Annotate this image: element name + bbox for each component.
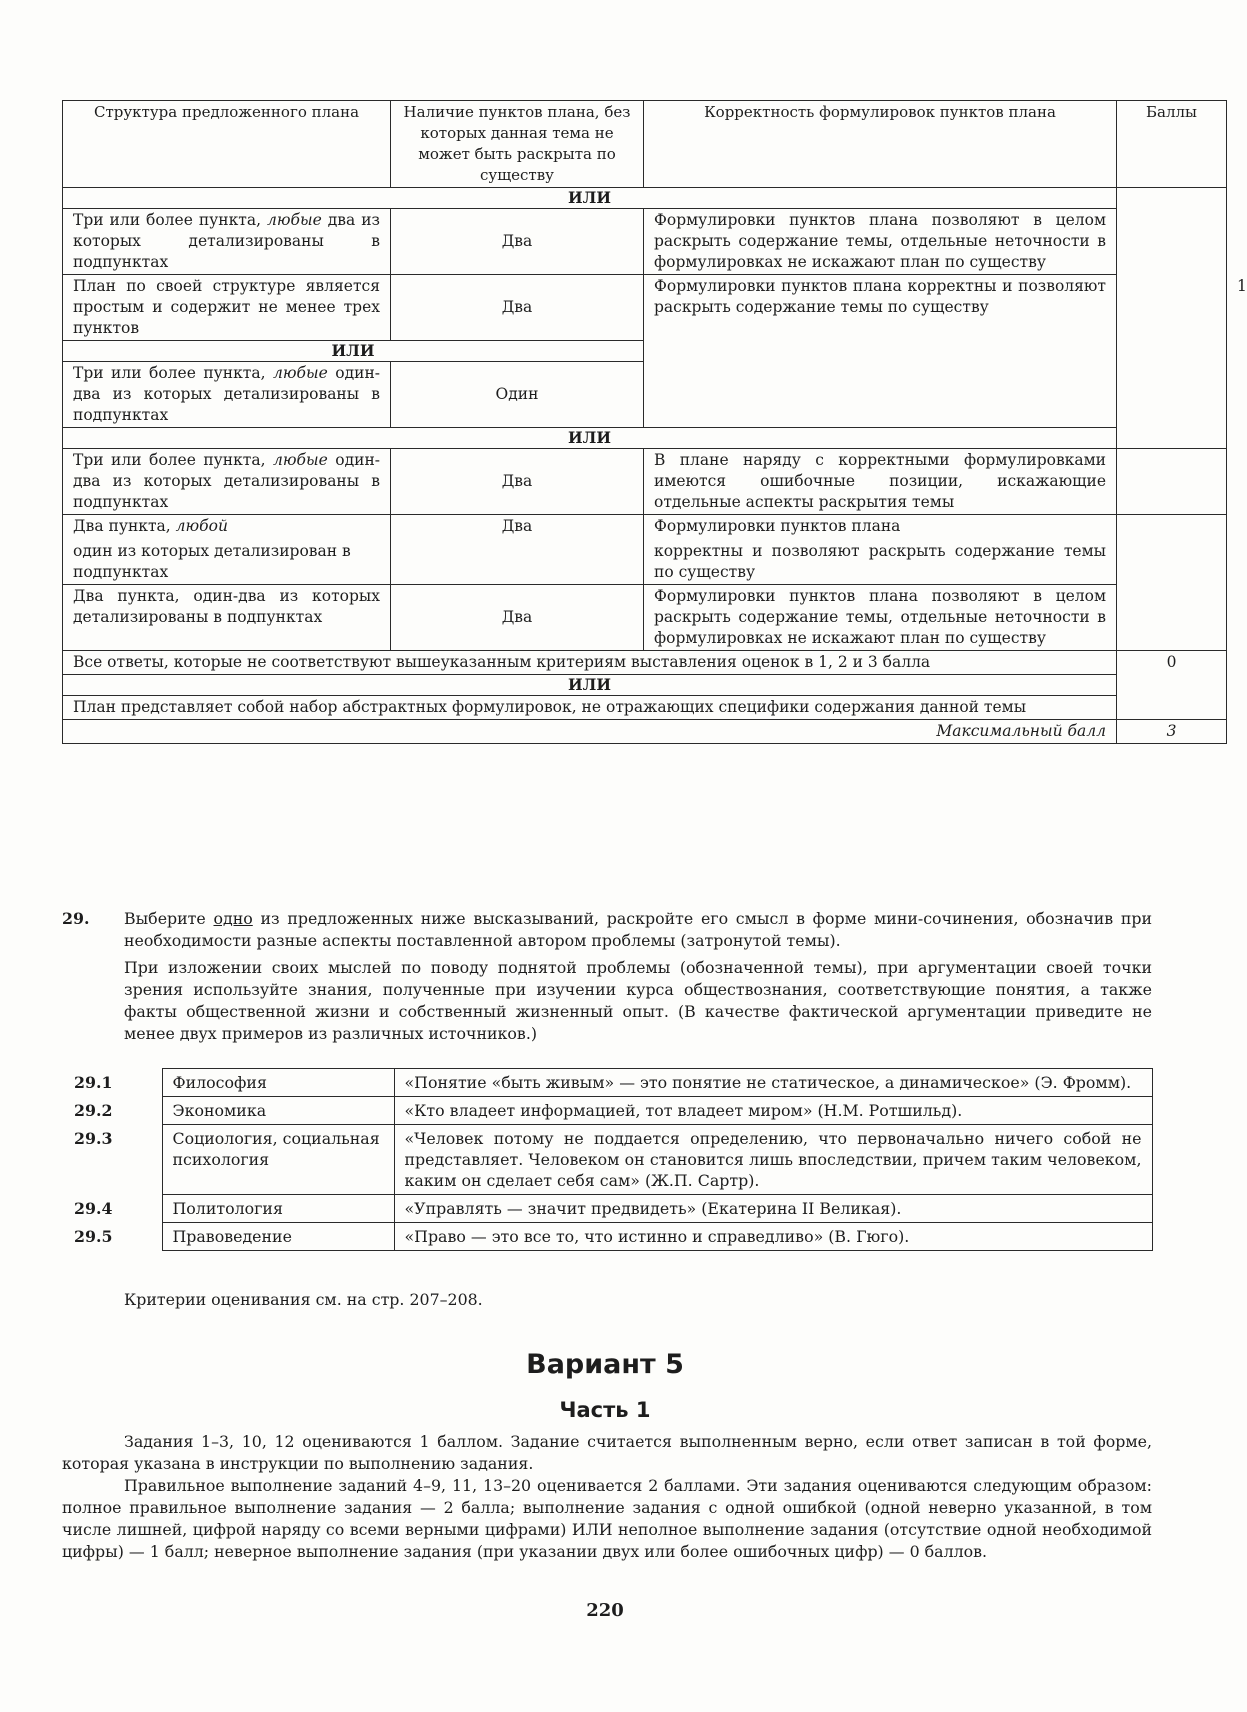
part-title: Часть 1 <box>559 1398 651 1422</box>
topic-quote: «Право — это все то, что истинно и справедливо» (В. Гюго). <box>394 1223 1152 1251</box>
items-cell: Два <box>391 585 644 651</box>
structure-cell: План по своей структуре является простым и содержит не менее трех пунктов <box>63 275 391 341</box>
topic-subject: Экономика <box>162 1097 394 1125</box>
topic-number: 29.1 <box>74 1072 113 1092</box>
criteria-row: План по своей структуре является простым и содержит не менее трех пунктов Два Формулировки пунктов плана корректны и позволяют раскрыть содержание темы по существу 1 <box>63 275 1227 341</box>
criteria-row <box>63 515 1227 585</box>
header-correctness: Корректность формулировок пунктов плана <box>644 101 1117 188</box>
correctness-cell: Формулировки пунктов плана позволяют в целом раскрыть содержание темы, отдельные неточности в формулировках не искажают план по существу <box>644 209 1117 275</box>
ili-label: ИЛИ <box>63 341 644 362</box>
topic-subject: Политология <box>162 1195 394 1223</box>
topic-row <box>62 1125 1152 1195</box>
ili-row <box>63 675 1227 696</box>
intro-text <box>62 1431 1152 1563</box>
task-29 <box>62 908 1152 1045</box>
header-points: Баллы <box>1117 101 1227 188</box>
topic-number: 29.5 <box>74 1226 113 1246</box>
task-guidance: При изложении своих мыслей по поводу поднятой проблемы (обозначенной темы), при аргументации своей точки зрения используйте знания, полученные при изучении курса обществознания, соответствующие понятия, а также факты общественной жизни и собственный жизненный опыт. (В качестве фактической аргументации приведите не менее двух примеров из различных источников.) <box>124 958 1152 1043</box>
topic-number: 29.4 <box>74 1198 113 1218</box>
abstract-row <box>63 696 1227 720</box>
criteria-note: Критерии оценивания см. на стр. 207–208. <box>124 1290 483 1309</box>
topics-table <box>62 1068 1153 1251</box>
topic-row <box>62 1223 1152 1251</box>
items-cell: Один <box>391 362 644 428</box>
zero-row <box>63 651 1227 675</box>
task-number: 29. <box>62 909 90 928</box>
topic-row <box>62 1069 1152 1097</box>
max-score-label: Максимальный балл <box>63 720 1117 744</box>
structure-cell: Три или более пункта, любые один-два из которых детализированы в подпунктах <box>63 362 391 428</box>
structure-cell: Три или более пункта, любые два из которых детализированы в подпунктах <box>63 209 391 275</box>
structure-cell: Два пункта, один-два из которых детализированы в подпунктах <box>63 585 391 651</box>
criteria-table <box>62 100 1247 744</box>
structure-cell: Три или более пункта, любые один-два из которых детализированы в подпунктах <box>63 449 391 515</box>
zero-score: 0 <box>1117 651 1227 720</box>
criteria-row <box>63 585 1227 651</box>
score-cell-empty <box>1117 188 1227 449</box>
task-instruction: Выберите одно из предложенных ниже высказываний, раскройте его смысл в форме мини-сочинения, обозначив при необходимости разные аспекты поставленной автором проблемы (затронутой темы). <box>124 909 1152 950</box>
header-structure: Структура предложенного плана <box>63 101 391 188</box>
topic-subject: Правоведение <box>162 1223 394 1251</box>
correctness-cell: Формулировки пунктов плана корректны и позволяют раскрыть содержание темы по существу <box>644 275 1117 428</box>
ili-label: ИЛИ <box>63 188 1117 209</box>
intro-paragraph: Задания 1–3, 10, 12 оцениваются 1 баллом. Задание считается выполненным верно, если ответ записан в той форме, которая указана в инструкции по выполнению задания. <box>62 1432 1152 1473</box>
topic-quote: «Понятие «быть живым» — это понятие не статическое, а динамическое» (Э. Фромм). <box>394 1069 1152 1097</box>
ili-row <box>63 428 1227 449</box>
structure-cell: Два пункта, любой один из которых детализирован в подпунктах <box>63 515 391 585</box>
items-cell: Два <box>391 209 644 275</box>
topic-row <box>62 1195 1152 1223</box>
ili-label: ИЛИ <box>63 675 1117 696</box>
topic-number: 29.2 <box>74 1100 113 1120</box>
items-cell: Два <box>391 449 644 515</box>
ili-row <box>63 188 1227 209</box>
zero-criteria-text: Все ответы, которые не соответствуют вышеуказанным критериям выставления оценок в 1, 2 и 3 балла <box>63 651 1117 675</box>
criteria-row <box>63 209 1227 275</box>
correctness-cell: Формулировки пунктов плана корректны и позволяют раскрыть содержание темы по существу <box>644 515 1117 585</box>
topic-quote: «Кто владеет информацией, тот владеет миром» (Н.М. Ротшильд). <box>394 1097 1152 1125</box>
intro-paragraph: Правильное выполнение заданий 4–9, 11, 13–20 оценивается 2 баллами. Эти задания оцениваются следующим образом: полное правильное выполнение задания — 2 балла; выполнение задания с одной ошибкой (одной неверно указанной, в том числе лишней, цифрой наряду со всеми верными цифрами) ИЛИ неполное выполнение задания (отсутствие одной необходимой цифры) — 1 балл; неверное выполнение задания (при указании двух или более ошибочных цифр) — 0 баллов. <box>62 1476 1152 1561</box>
max-score-row <box>63 720 1227 744</box>
items-cell: Два <box>391 275 644 341</box>
criteria-row <box>63 449 1227 515</box>
header-required-items: Наличие пунктов плана, без которых данная тема не может быть раскрыта по существу <box>391 101 644 188</box>
correctness-cell: В плане наряду с корректными формулировками имеются ошибочные позиции, искажающие отдельные аспекты раскрытия темы <box>644 449 1117 515</box>
correctness-cell: Формулировки пунктов плана позволяют в целом раскрыть содержание темы, отдельные неточности в формулировках не искажают план по существу <box>644 585 1117 651</box>
topic-subject: Философия <box>162 1069 394 1097</box>
topic-quote: «Человек потому не поддается определению, что первоначально ничего собой не представляет. Человеком он становится лишь впоследствии, причем таким человеком, каким он сделает себя сам» (Ж.П. Сартр). <box>394 1125 1152 1195</box>
page-number: 220 <box>586 1600 624 1621</box>
topic-quote: «Управлять — значит предвидеть» (Екатерина II Великая). <box>394 1195 1152 1223</box>
criteria-header-row <box>63 101 1227 188</box>
abstract-criteria-text: План представляет собой набор абстрактных формулировок, не отражающих специфики содержания данной темы <box>63 696 1117 720</box>
max-score-value: 3 <box>1117 720 1227 744</box>
items-cell: Два <box>391 515 644 585</box>
variant-title: Вариант 5 <box>526 1349 684 1380</box>
topic-row <box>62 1097 1152 1125</box>
ili-label: ИЛИ <box>63 428 1117 449</box>
topic-number: 29.3 <box>74 1128 113 1148</box>
topic-subject: Социология, социальная психология <box>162 1125 394 1195</box>
score-cell-empty <box>1117 515 1227 651</box>
